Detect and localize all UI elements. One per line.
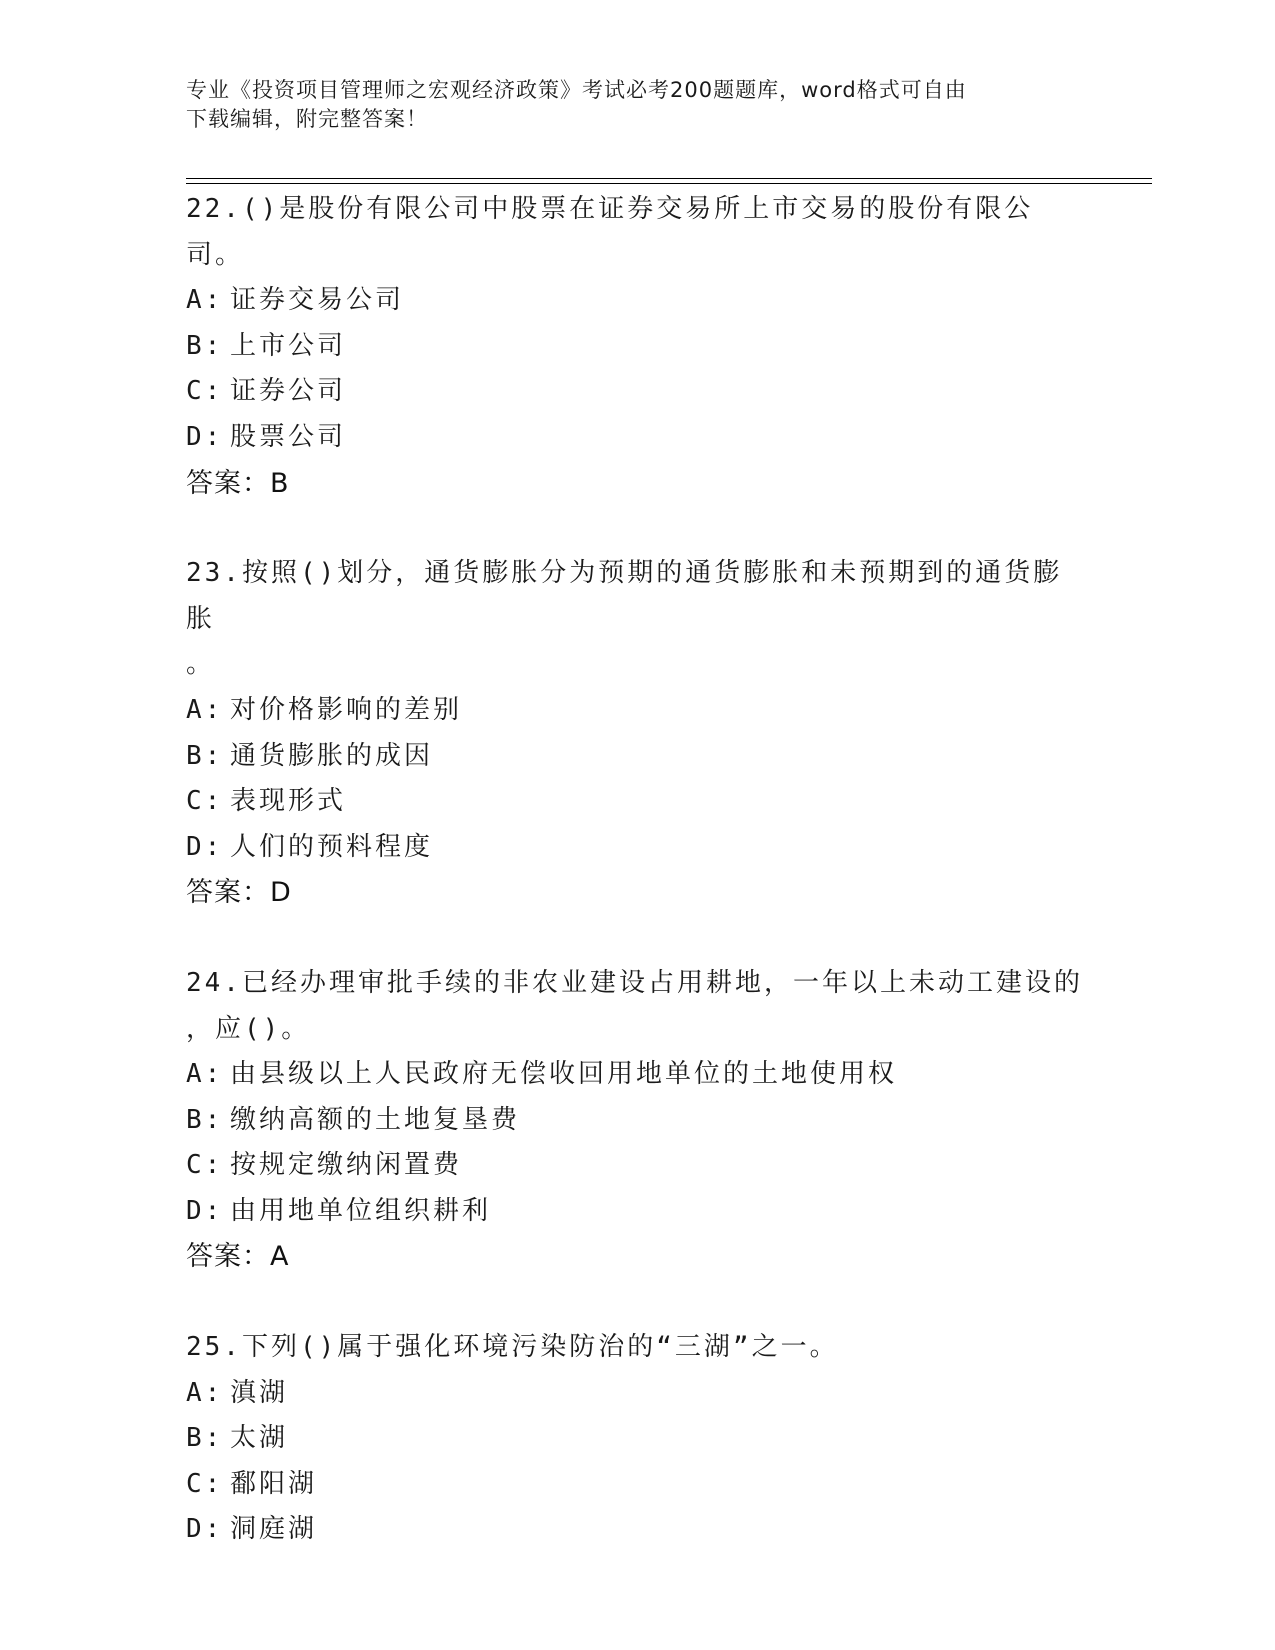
option-text: 对价格影响的差别	[230, 694, 463, 725]
answer-option	[186, 825, 1086, 871]
option-key: A:	[186, 1377, 224, 1408]
option-key: C:	[186, 1150, 224, 1181]
option-key: B:	[186, 330, 224, 361]
answer-option	[186, 278, 1086, 324]
option-text: 表现形式	[230, 786, 347, 817]
answer-key: 答案：A	[186, 1241, 290, 1273]
question-stem: 22.()是股份有限公司中股票在证券交易所上市交易的股份有限公司。	[186, 194, 1034, 270]
option-key: D:	[186, 1195, 224, 1226]
answer-option	[186, 688, 1086, 734]
answer-option	[186, 1143, 1086, 1189]
question-stem: ，应()。	[186, 1013, 311, 1044]
option-text: 由用地单位组织耕利	[230, 1195, 492, 1226]
answer-option	[186, 415, 1086, 461]
option-text: 鄱阳湖	[230, 1468, 318, 1499]
answer-option	[186, 1507, 1086, 1553]
option-text: 洞庭湖	[230, 1514, 318, 1545]
option-text: 上市公司	[230, 330, 347, 361]
option-text: 通货膨胀的成因	[230, 740, 434, 771]
question-stem: 25.下列()属于强化环境污染防治的“三湖”之一。	[186, 1332, 839, 1363]
question-list	[186, 187, 1086, 1598]
header-divider-bottom	[186, 183, 1152, 184]
option-key: A:	[186, 1059, 224, 1090]
option-text: 人们的预料程度	[230, 831, 434, 862]
option-text: 按规定缴纳闲置费	[230, 1150, 463, 1181]
answer-option	[186, 734, 1086, 780]
option-text: 股票公司	[230, 421, 347, 452]
header-line-1: 专业《投资项目管理师之宏观经济政策》考试必考200题题库，word格式可自由	[186, 78, 967, 102]
option-text: 证券交易公司	[230, 285, 405, 316]
header-divider-top	[186, 178, 1152, 179]
header-line-2: 下载编辑，附完整答案！	[186, 107, 428, 131]
option-key: B:	[186, 1104, 224, 1135]
option-key: B:	[186, 1423, 224, 1454]
answer-option	[186, 1052, 1086, 1098]
option-key: B:	[186, 740, 224, 771]
answer-option	[186, 324, 1086, 370]
option-key: D:	[186, 421, 224, 452]
question-block	[186, 551, 1086, 916]
option-key: D:	[186, 1514, 224, 1545]
answer-option	[186, 1462, 1086, 1508]
question-block	[186, 1325, 1086, 1553]
option-text: 缴纳高额的土地复垦费	[230, 1104, 521, 1135]
answer-option	[186, 1371, 1086, 1417]
answer-option	[186, 1416, 1086, 1462]
answer-key: 答案：D	[186, 877, 292, 909]
answer-option	[186, 369, 1086, 415]
option-text: 由县级以上人民政府无偿收回用地单位的土地使用权	[230, 1059, 898, 1090]
answer-key: 答案：B	[186, 467, 290, 499]
answer-option	[186, 779, 1086, 825]
option-key: A:	[186, 285, 224, 316]
question-block	[186, 187, 1086, 506]
option-key: A:	[186, 694, 224, 725]
question-stem: 24.已经办理审批手续的非农业建设占用耕地，一年以上未动工建设的	[186, 967, 1083, 998]
option-key: C:	[186, 786, 224, 817]
question-stem: 23.按照()划分，通货膨胀分为预期的通货膨胀和未预期到的通货膨胀	[186, 558, 1063, 634]
option-text: 太湖	[230, 1423, 289, 1454]
answer-option	[186, 1189, 1086, 1235]
option-key: C:	[186, 1468, 224, 1499]
option-key: D:	[186, 831, 224, 862]
option-text: 证券公司	[230, 376, 347, 407]
option-text: 滇湖	[230, 1377, 289, 1408]
question-block	[186, 961, 1086, 1280]
option-key: C:	[186, 376, 224, 407]
answer-option	[186, 1098, 1086, 1144]
document-header	[186, 76, 1066, 134]
question-stem: 。	[186, 649, 216, 680]
